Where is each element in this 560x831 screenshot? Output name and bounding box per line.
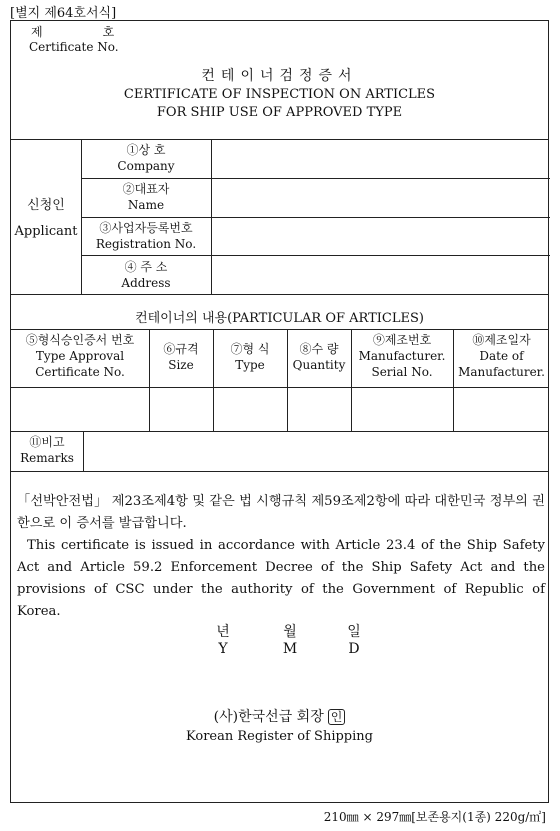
col-type <box>213 341 287 373</box>
label-ko: ②대표자 <box>122 182 170 196</box>
col-ko: ⑥규격 <box>163 342 199 356</box>
particulars-title: 컨테이너의 내용(PARTICULAR OF ARTICLES) <box>135 311 424 326</box>
date-day-ko: 일 <box>347 624 361 640</box>
label-ko: ①상 호 <box>126 143 166 157</box>
col-en: Size <box>168 358 194 372</box>
label-en: Registration No. <box>95 237 197 251</box>
date-year-ko: 년 <box>216 624 230 640</box>
date-month <box>270 621 310 657</box>
title-korean: 컨테이너검정증서 <box>201 68 358 84</box>
col-ko: ⑨제조번호 <box>372 333 432 347</box>
field-address-label <box>81 259 211 291</box>
divider <box>81 178 550 179</box>
col-type-approval <box>11 332 149 380</box>
col-en: Type Approval Certificate No. <box>35 349 125 379</box>
company-value[interactable] <box>211 142 550 176</box>
date-month-ko: 월 <box>283 624 297 640</box>
date-year <box>203 621 243 657</box>
registration-value[interactable] <box>211 220 550 254</box>
certificate-number <box>29 25 119 55</box>
title-english-line1: CERTIFICATE OF INSPECTION ON ARTICLES <box>123 87 436 102</box>
form-number-label: [별지 제64호서식] <box>10 6 117 21</box>
label-ko: ④ 주 소 <box>124 260 168 274</box>
col-ko: ⑤형식승인증서 번호 <box>25 333 135 347</box>
issuer-name-ko: (사)한국선급 회장 <box>213 709 324 725</box>
col-en: Date of Manufacturer. <box>458 349 545 379</box>
divider <box>11 139 548 140</box>
issuer-korean <box>11 706 548 726</box>
applicant-label-ko: 신청인 <box>27 198 65 213</box>
date-year-en: Y <box>218 641 228 657</box>
field-name-label <box>81 181 211 213</box>
label-en: Address <box>121 276 171 290</box>
col-size <box>149 341 213 373</box>
date-day <box>334 621 374 657</box>
field-registration-label <box>81 220 211 252</box>
col-serial-no <box>351 332 453 380</box>
divider <box>11 431 548 432</box>
date-day-en: D <box>348 641 360 657</box>
certificate-frame <box>10 20 549 803</box>
label-en: Name <box>127 198 165 212</box>
issuer-english: Korean Register of Shipping <box>186 729 373 744</box>
divider <box>81 255 550 256</box>
title-english-line2: FOR SHIP USE OF APPROVED TYPE <box>156 105 403 120</box>
certificate-no-en: Certificate No. <box>29 40 119 54</box>
date-month-en: M <box>282 641 298 657</box>
remarks-value[interactable] <box>83 434 550 468</box>
label-en: Company <box>117 159 175 173</box>
paper-specification: 210㎜ × 297㎜[보존용지(1종) 220g/㎡] <box>323 810 546 824</box>
divider <box>81 217 550 218</box>
seal-stamp: 인 <box>328 709 346 725</box>
col-quantity <box>287 341 351 373</box>
col-ko: ⑩제조일자 <box>472 333 531 347</box>
certificate-no-ko-first: 제 <box>31 25 43 39</box>
col-manufacture-date <box>453 332 550 380</box>
certificate-no-ko-second: 호 <box>102 25 115 39</box>
divider <box>11 387 548 388</box>
field-company-label <box>81 142 211 174</box>
statement-english: This certificate is issued in accordance with Article 23.4 of the Ship Safety Act and Article 59.2 Enforcement Decree of the Ship Safety Act and the provisions of CSC under the authority of the Government of Republic of Korea. <box>17 538 545 619</box>
col-ko: ⑦형 식 <box>230 342 270 356</box>
col-en: Quantity <box>292 358 346 372</box>
remarks-label <box>11 434 83 466</box>
divider <box>11 329 548 330</box>
statement-korean: 「선박안전법」 제23조제4항 및 같은 법 시행규칙 제59조제2항에 따라 대한민국 정부의 권한으로 이 증서를 발급합니다. <box>17 494 545 531</box>
remarks-en: Remarks <box>20 451 74 465</box>
col-en: Type <box>235 358 265 372</box>
name-value[interactable] <box>211 181 550 215</box>
applicant-label-en: Applicant <box>14 224 78 239</box>
divider <box>11 294 548 295</box>
col-en: Manufacturer. Serial No. <box>358 349 446 379</box>
col-ko: ⑧수 량 <box>299 342 339 356</box>
remarks-ko: ⑪비고 <box>29 435 65 449</box>
address-value[interactable] <box>211 259 550 293</box>
divider <box>11 471 548 472</box>
applicant-label <box>11 193 81 245</box>
label-ko: ③사업자등록번호 <box>99 221 193 235</box>
